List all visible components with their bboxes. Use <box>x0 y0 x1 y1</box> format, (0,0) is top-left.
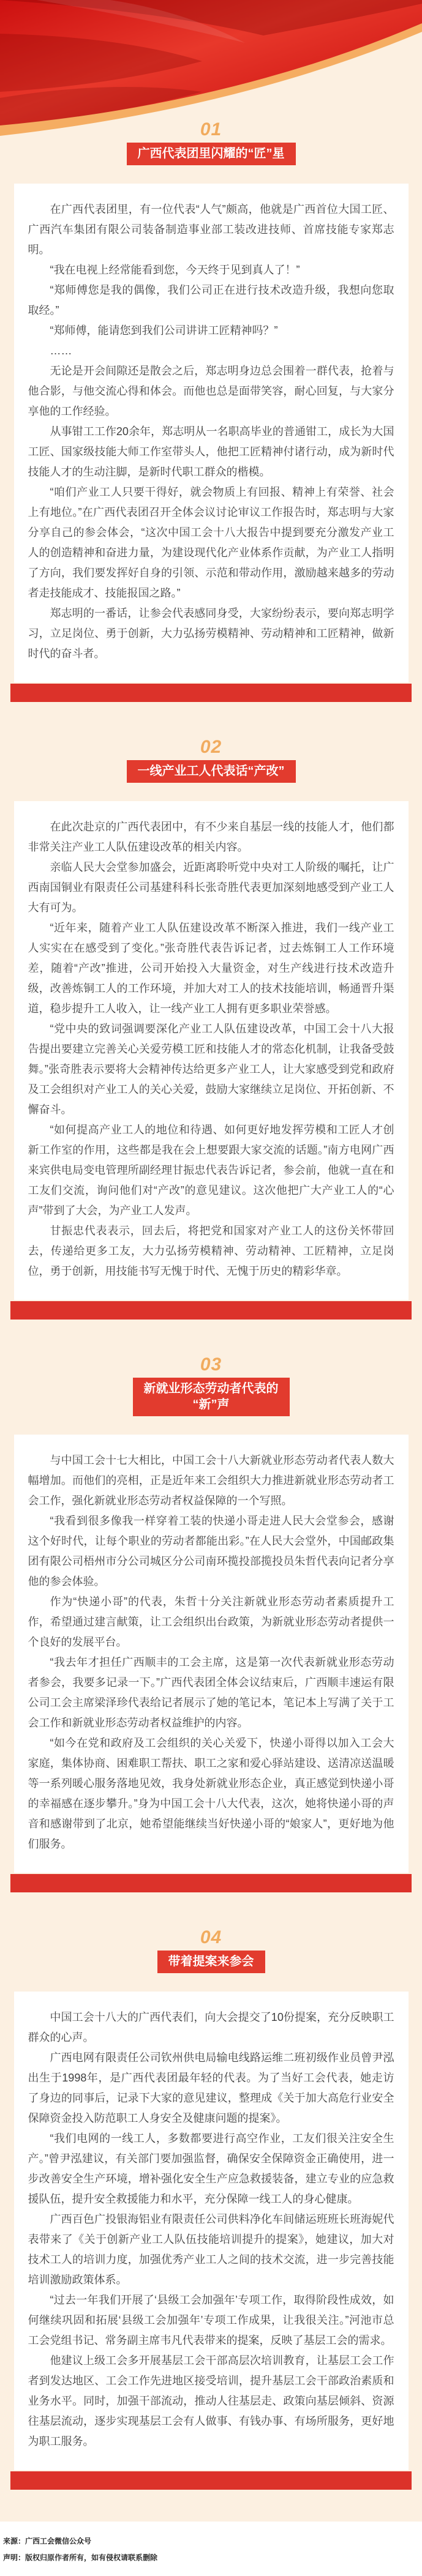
paragraph: 广西百色广投银海铝业有限责任公司供料净化车间储运班班长班海妮代表带来了《关于创新产业工人队伍技能培训提升的提案》，她建议，加大对技术工人的培训力度，加强优秀产业工人之间的技术交流，进一步完善技能培训激励政策体系。 <box>28 2213 394 2286</box>
paragraph: “党中央的致词强调要深化产业工人队伍建设改革，中国工会十八大报告提出要建立完善关心关爱劳模工匠和技能人才的常态化机制，让我备受鼓舞。”张奇胜表示要将大会精神传达给更多产业工人，让大家感受到党和政府及工会组织对产业工人的关心关爱，鼓励大家继续立足岗位、开拓创新、不懈奋斗。 <box>28 1023 394 1116</box>
paragraph: 他建议上级工会多开展基层工会干部高层次培训教育，让基层工会工作者到发达地区、工会工作先进地区接受培训，提升基层工会干部政治素质和业务水平。同时，加强干部流动，推动人往基层走、政策向基层倾斜、资源往基层流动，逐步实现基层工会有人做事、有钱办事、有场所服务，更好地为职工服务。 <box>28 2354 394 2447</box>
paragraph: “近年来，随着产业工人队伍建设改革不断深入推进，我们一线产业工人实实在在感受到了变化。”张奇胜代表告诉记者，过去炼铜工人工作环境差，随着“产改”推进，公司开始投入大量资金，对生产线进行技术改造升级，改善炼铜工人的工作环境，并加大对工人的技术技能培训，畅通晋升渠道，稳步提升工人收入，让一线产业工人拥有更多职业荣誉感。 <box>28 922 394 1015</box>
article-section <box>0 1928 422 2490</box>
article-card <box>14 801 409 1300</box>
section-header <box>0 737 422 783</box>
section-number: 02 <box>200 737 222 757</box>
paragraph: 在此次赴京的广西代表团中，有不少来自基层一线的技能人才，他们都非常关注产业工人队伍建设改革的相关内容。 <box>28 821 394 853</box>
article-card <box>14 1992 409 2470</box>
section-title-badge <box>133 1378 290 1416</box>
section-title-line: 新就业形态劳动者代表的 <box>143 1382 279 1395</box>
paragraph: “我看到很多像我一样穿着工装的快递小哥走进人民大会堂参会，感谢这个好时代，让每个职业的劳动者都能出彩。”在人民大会堂外，中国邮政集团有限公司梧州市分公司城区分公司南环揽投部揽投员朱哲代表向记者分享他的参会体验。 <box>28 1515 394 1588</box>
article-section <box>0 1355 422 1892</box>
paragraph: 作为“快递小哥”的代表，朱哲十分关注新就业形态劳动者素质提升工作，希望通过建言献策，让工会组织出台政策，为新就业形态劳动者提供一个良好的发展平台。 <box>28 1596 394 1648</box>
article-card <box>14 1435 409 1873</box>
paragraph: “郑师傅您是我的偶像，我们公司正在进行技术改造升级，我想向您取取经。” <box>28 284 394 316</box>
paragraph: 在广西代表团里，有一位代表“人气”颇高，他就是广西首位大国工匠、广西汽车集团有限公司装备制造事业部工装改进技师、首席技能专家郑志明。 <box>28 203 394 256</box>
section-number: 04 <box>200 1927 222 1947</box>
paragraph: 无论是开会间隙还是散会之后，郑志明身边总会围着一群代表，抢着与他合影，与他交流心得和体会。而他也总是面带笑容，耐心回复，与大家分享他的工作经验。 <box>28 365 394 417</box>
section-title-line: “新”声 <box>192 1398 230 1411</box>
section-divider <box>10 684 412 702</box>
article-section <box>0 737 422 1320</box>
paragraph: “郑师傅，能请您到我们公司讲讲工匠精神吗？” <box>50 324 278 337</box>
section-title-line: 广西代表团里闪耀的“匠”星 <box>137 147 285 160</box>
article-card <box>14 184 409 682</box>
paragraph: …… <box>50 345 72 357</box>
section-number: 03 <box>200 1354 222 1375</box>
paragraph: “过去一年我们开展了‘县级工会加强年’专项工作，取得阶段性成效，如何继续巩固和拓展‘县级工会加强年’专项工作成果，让我很关注。”河池市总工会党组书记、常务副主席韦凡代表带来的提案，反映了基层工会的需求。 <box>28 2294 394 2346</box>
section-divider <box>10 2471 412 2490</box>
article-section <box>0 120 422 702</box>
section-title-line: 一线产业工人代表话“产改” <box>137 764 285 778</box>
paragraph: “咱们产业工人只要干得好，就会物质上有回报、精神上有荣誉、社会上有地位。”在广西代表团召开全体会议讨论审议工作报告时，郑志明与大家分享自己的参会体会，“这次中国工会十八大报告中提到要充分激发产业工人的创造精神和奋进力量，为建设现代化产业体系作贡献，为产业工人指明了方向，我们要发挥好自身的引领、示范和带动作用，激励越来越多的劳动者走技能成才、技能报国之路。” <box>28 486 394 599</box>
section-number: 01 <box>200 119 222 140</box>
footer-statement: 声明：版权归原作者所有，如有侵权请联系删除 <box>3 2553 158 2562</box>
paragraph: 与中国工会十七大相比，中国工会十八大新就业形态劳动者代表人数大幅增加。而他们的亮相，正是近年来工会组织大力推进新就业形态劳动者工会工作，强化新就业形态劳动者权益保障的一个写照。 <box>28 1454 394 1507</box>
paragraph: 从事钳工工作20余年，郑志明从一名职高毕业的普通钳工，成长为大国工匠、国家级技能大师工作室带头人，他把工匠精神付诸行动，成为新时代技能人才的生动注脚，是新时代职工群众的楷模。 <box>28 425 394 478</box>
paragraph: “我去年才担任广西顺丰的工会主席，这是第一次代表新就业形态劳动者参会，我要多记录一下。”广西代表团全体会议结束后，广西顺丰速运有限公司工会主席梁泽珍代表给记者展示了她的笔记本，笔记本上写满了关于工会工作和新就业形态劳动者权益维护的内容。 <box>28 1656 394 1729</box>
section-divider <box>10 1874 412 1892</box>
paragraph: “我们电网的一线工人，多数都要进行高空作业，工友们很关注安全生产。”曾尹泓建议，有关部门要加强监督，确保安全保障资金正确使用，进一步改善安全生产环境，增补强化安全生产应急救援装备，建立专业的应急救援队伍，提升安全救援能力和水平，充分保障一线工人的身心健康。 <box>28 2132 394 2205</box>
red-ribbon-graphic-icon <box>0 0 422 141</box>
paragraph: 中国工会十八大的广西代表们，向大会提交了10份提案，充分反映职工群众的心声。 <box>28 2011 394 2044</box>
footer-source: 来源：广西工会微信公众号 <box>3 2537 92 2545</box>
page-footer <box>0 2522 422 2576</box>
section-header <box>0 1355 422 1416</box>
paragraph: 郑志明的一番话，让参会代表感同身受，大家纷纷表示，要向郑志明学习，立足岗位、勇于创新，大力弘扬劳模精神、劳动精神和工匠精神，做新时代的奋斗者。 <box>28 607 394 660</box>
paragraph: “如今在党和政府及工会组织的关心关爱下，快递小哥得以加入工会大家庭，集体协商、困难职工帮扶、职工之家和爱心驿站建设、送清凉送温暖等一系列暖心服务落地见效，我身处新就业形态企业，真正感觉到快递小哥的幸福感在逐步攀升。”身为中国工会十八大代表，这次，她将快递小哥的声音和感谢带到了北京，她希望能继续当好快递小哥的“娘家人”，更好地为他们服务。 <box>28 1737 394 1850</box>
section-title-line: 带着提案来参会 <box>168 1955 254 1968</box>
section-title-badge <box>127 143 296 165</box>
section-title-badge <box>157 1951 265 1973</box>
paragraph: 广西电网有限责任公司钦州供电局输电线路运维二班初级作业员曾尹泓出生于1998年，是广西代表团最年轻的代表。为了当好工会代表，她走访了身边的同事后，记录下大家的意见建议，整理成《关于加大高危行业安全保障资金投入防范职工人身安全及健康问题的提案》。 <box>28 2051 394 2124</box>
paragraph: “我在电视上经常能看到您，今天终于见到真人了！” <box>50 264 300 276</box>
paragraph: “如何提高产业工人的地位和待遇、如何更好地发挥劳模和工匠人才创新工作室的作用，这些都是我在会上想要跟大家交流的话题。”南方电网广西来宾供电局变电管理所副经理甘振忠代表告诉记者，参会前，他就一直在和工友们交流，询问他们对“产改”的意见建议。这次他把广大产业工人的“心声”带到了大会，为产业工人发声。 <box>28 1124 394 1217</box>
paragraph: 甘振忠代表表示，回去后，将把党和国家对产业工人的这份关怀带回去，传递给更多工友，大力弘扬劳模精神、劳动精神、工匠精神，立足岗位，勇于创新，用技能书写无愧于时代、无愧于历史的精彩华章。 <box>28 1225 394 1277</box>
article-body <box>0 120 422 2490</box>
header-banner <box>0 0 422 120</box>
section-divider <box>10 1301 412 1320</box>
paragraph: 亲临人民大会堂参加盛会，近距离聆听党中央对工人阶级的嘱托，让广西南国铜业有限责任公司基建科科长张奇胜代表更加深刻地感受到产业工人大有可为。 <box>28 861 394 914</box>
section-header <box>0 1928 422 1973</box>
section-title-badge <box>127 760 296 783</box>
